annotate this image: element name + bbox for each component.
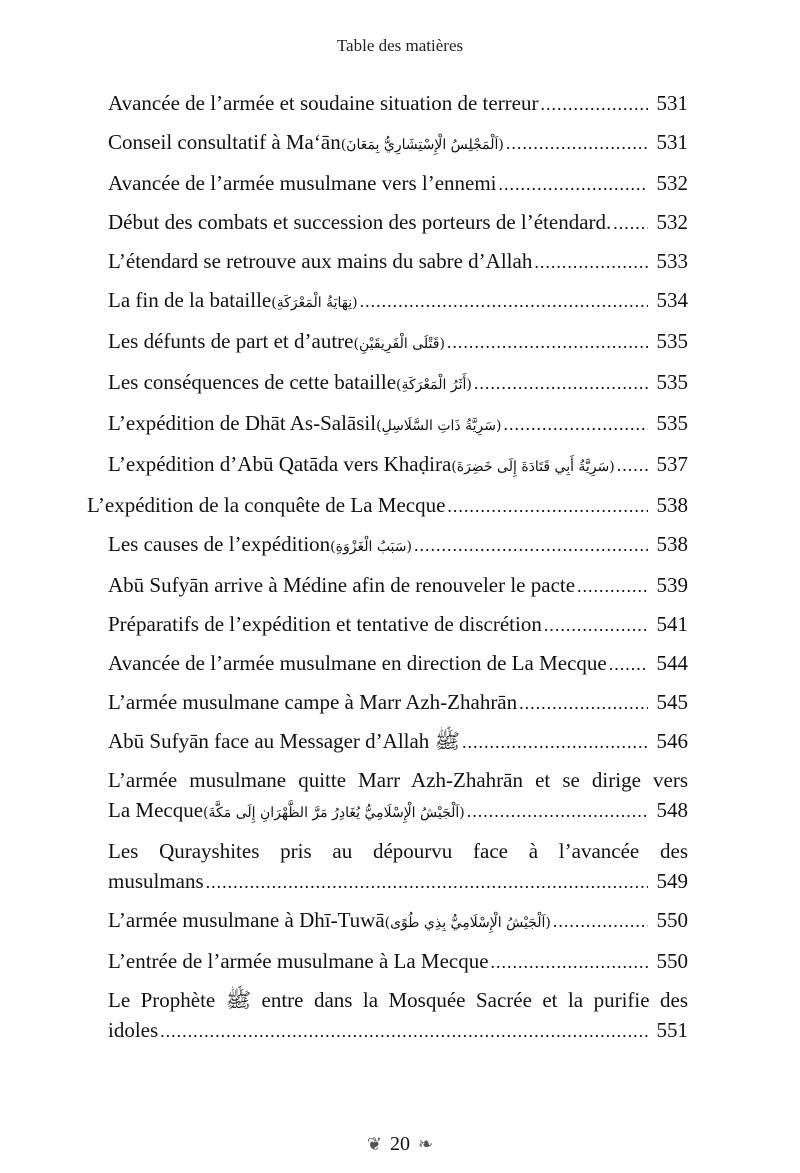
toc-entry[interactable] — [0, 88, 800, 119]
toc-entry-page: 538 — [656, 493, 688, 517]
toc-entry[interactable] — [0, 609, 800, 640]
running-header: Table des matières — [336, 36, 464, 55]
toc-entry-page: 545 — [656, 690, 688, 714]
dot-leader — [360, 286, 648, 316]
dot-leader — [503, 409, 648, 439]
toc-entry-title: Les causes de l’expédition — [108, 532, 331, 556]
dot-leader — [491, 947, 648, 977]
toc-entry-title: L’entrée de l’armée musulmane à La Mecque — [108, 949, 489, 973]
toc-entry[interactable] — [0, 765, 800, 828]
toc-entry-title: L’expédition de la conquête de La Mecque — [87, 493, 446, 517]
toc-entry-page: 549 — [656, 869, 688, 893]
toc-entry-title: Début des combats et succession des porteurs de l’étendard. — [108, 210, 612, 234]
toc-entry[interactable] — [0, 367, 800, 400]
toc-entry-page: 534 — [656, 288, 688, 312]
toc-entry-title-line1: Le Prophète ﷺ entre dans la Mosquée Sacrée et la purifie des — [108, 988, 688, 1012]
dot-leader — [206, 867, 648, 897]
toc-entry-page: 531 — [656, 130, 688, 154]
toc-entry-arabic: (سَرِيَّةُ أَبِي قَتَادَةَ إِلَى خَضِرَةَ) — [451, 459, 615, 475]
dot-leader — [414, 530, 648, 560]
dot-leader — [447, 327, 648, 357]
toc-entry-page: 533 — [656, 249, 688, 273]
toc-entry[interactable] — [0, 168, 800, 199]
dot-leader — [499, 169, 648, 199]
toc-entry-title: Avancée de l’armée musulmane en direction de La Mecque — [108, 651, 607, 675]
toc-entry-title: La Mecque — [108, 798, 204, 822]
toc-entry-page: 535 — [656, 370, 688, 394]
toc-entry-title: Abū Sufyān arrive à Médine afin de renouveler le pacte — [108, 573, 576, 597]
toc-entry-page: 539 — [656, 573, 688, 597]
toc-entry[interactable] — [0, 687, 800, 718]
dot-leader — [613, 208, 648, 238]
toc-entry-arabic: (أَثَرُ الْمَعْرَكَةِ) — [396, 377, 472, 393]
toc-entry-title-line1: Les Qurayshites pris au dépourvu face à l’avancée des — [108, 839, 688, 863]
toc-entry[interactable] — [0, 207, 800, 238]
toc-entry-title: Les défunts de part et d’autre — [108, 329, 354, 353]
ornament-left-icon: ❦ — [366, 1134, 382, 1154]
dot-leader — [519, 688, 648, 718]
toc-entry-page: 550 — [656, 949, 688, 973]
toc-entry-page: 532 — [656, 210, 688, 234]
dot-leader — [617, 450, 648, 480]
toc-entry-page: 544 — [656, 651, 688, 675]
toc-entry-title: L’expédition de Dhāt As-Salāsil — [108, 411, 377, 435]
dot-leader — [541, 89, 649, 119]
toc-entry[interactable] — [0, 408, 800, 441]
toc-entry-arabic: (سَبَبُ الْغَزْوَةِ) — [330, 539, 412, 555]
toc-entry-title: L’armée musulmane campe à Marr Azh-Zhahrān — [108, 690, 518, 714]
toc-entry[interactable] — [0, 449, 800, 482]
toc-entry[interactable] — [0, 570, 800, 601]
toc-entry-title: L’expédition d’Abū Qatāda vers Khaḍira — [108, 452, 452, 476]
toc-entry-page: 550 — [656, 908, 688, 932]
ornament-right-icon: ❧ — [418, 1134, 434, 1154]
toc-entry[interactable] — [0, 127, 800, 160]
toc-entry-arabic: (اَلْمَجْلِسُ الْإِسْتِشَارِيُّ بِمَعَانَ) — [340, 137, 504, 153]
toc-entry-title: musulmans — [108, 869, 204, 893]
dot-leader — [534, 247, 648, 277]
toc-entry[interactable] — [0, 285, 800, 318]
toc-entry[interactable] — [0, 326, 800, 359]
toc-entry-arabic: (سَرِيَّةُ ذَاتِ السَّلَاسِلِ) — [376, 418, 502, 434]
toc-entry-page: 535 — [656, 329, 688, 353]
toc-entry-page: 532 — [656, 171, 688, 195]
toc-entry-title: L’étendard se retrouve aux mains du sabre d’Allah — [108, 249, 533, 273]
toc-entry-page: 531 — [656, 91, 688, 115]
toc-entry-title: Abū Sufyān face au Messager d’Allah ﷺ — [108, 729, 460, 753]
dot-leader — [544, 610, 648, 640]
toc-entry[interactable] — [0, 946, 800, 977]
dot-leader — [474, 368, 648, 398]
table-of-contents — [0, 88, 800, 1054]
toc-entry[interactable] — [0, 648, 800, 679]
toc-entry-arabic: (اَلْجَيْشُ الْإِسْلَامِيُّ بِذِي طُوًى) — [384, 915, 551, 931]
toc-entry[interactable] — [0, 246, 800, 277]
toc-entry-page: 548 — [656, 798, 688, 822]
toc-entry-page: 551 — [656, 1018, 688, 1042]
toc-entry-title: Préparatifs de l’expédition et tentative de discrétion — [108, 612, 542, 636]
toc-entry-page: 537 — [656, 452, 688, 476]
toc-entry[interactable] — [0, 726, 800, 757]
toc-entry-page: 546 — [656, 729, 688, 753]
toc-entry-arabic: (نِهَايَةُ الْمَعْرَكَةِ) — [271, 295, 358, 311]
toc-entry[interactable] — [0, 836, 800, 897]
toc-entry-title-line1: L’armée musulmane quitte Marr Azh-Zhahrān et se dirige vers — [108, 768, 688, 792]
toc-entry-arabic: (قَتْلَى الْفَرِيقَيْنِ) — [353, 336, 445, 352]
dot-leader — [553, 906, 648, 936]
dot-leader — [506, 128, 648, 158]
dot-leader — [467, 796, 648, 826]
dot-leader — [577, 571, 648, 601]
toc-chapter-entry[interactable] — [0, 490, 800, 521]
toc-entry-title: La fin de la bataille — [108, 288, 272, 312]
dot-leader — [609, 649, 648, 679]
page-number-footer — [0, 1133, 800, 1156]
toc-entry[interactable] — [0, 529, 800, 562]
toc-entry-title: Les conséquences de cette bataille — [108, 370, 397, 394]
toc-entry-title: idoles — [108, 1018, 159, 1042]
toc-entry-title: Conseil consultatif à Ma‘ān — [108, 130, 341, 154]
toc-entry-page: 541 — [656, 612, 688, 636]
toc-entry[interactable] — [0, 905, 800, 938]
page-number: 20 — [390, 1133, 410, 1155]
toc-entry-arabic: (اَلْجَيْشُ الْإِسْلَامِيُّ يُغَادِرُ مَرَّ الظَّهْرَانِ إِلَى مَكَّةَ) — [203, 805, 465, 821]
dot-leader — [160, 1016, 648, 1046]
toc-entry-title: L’armée musulmane à Dhī-Tuwā — [108, 908, 385, 932]
toc-entry-page: 535 — [656, 411, 688, 435]
dot-leader — [447, 491, 648, 521]
dot-leader — [462, 727, 648, 757]
toc-entry-title: Avancée de l’armée musulmane vers l’ennemi — [108, 171, 497, 195]
toc-entry[interactable] — [0, 985, 800, 1046]
toc-entry-title: Avancée de l’armée et soudaine situation de terreur — [108, 91, 539, 115]
toc-entry-page: 538 — [656, 532, 688, 556]
